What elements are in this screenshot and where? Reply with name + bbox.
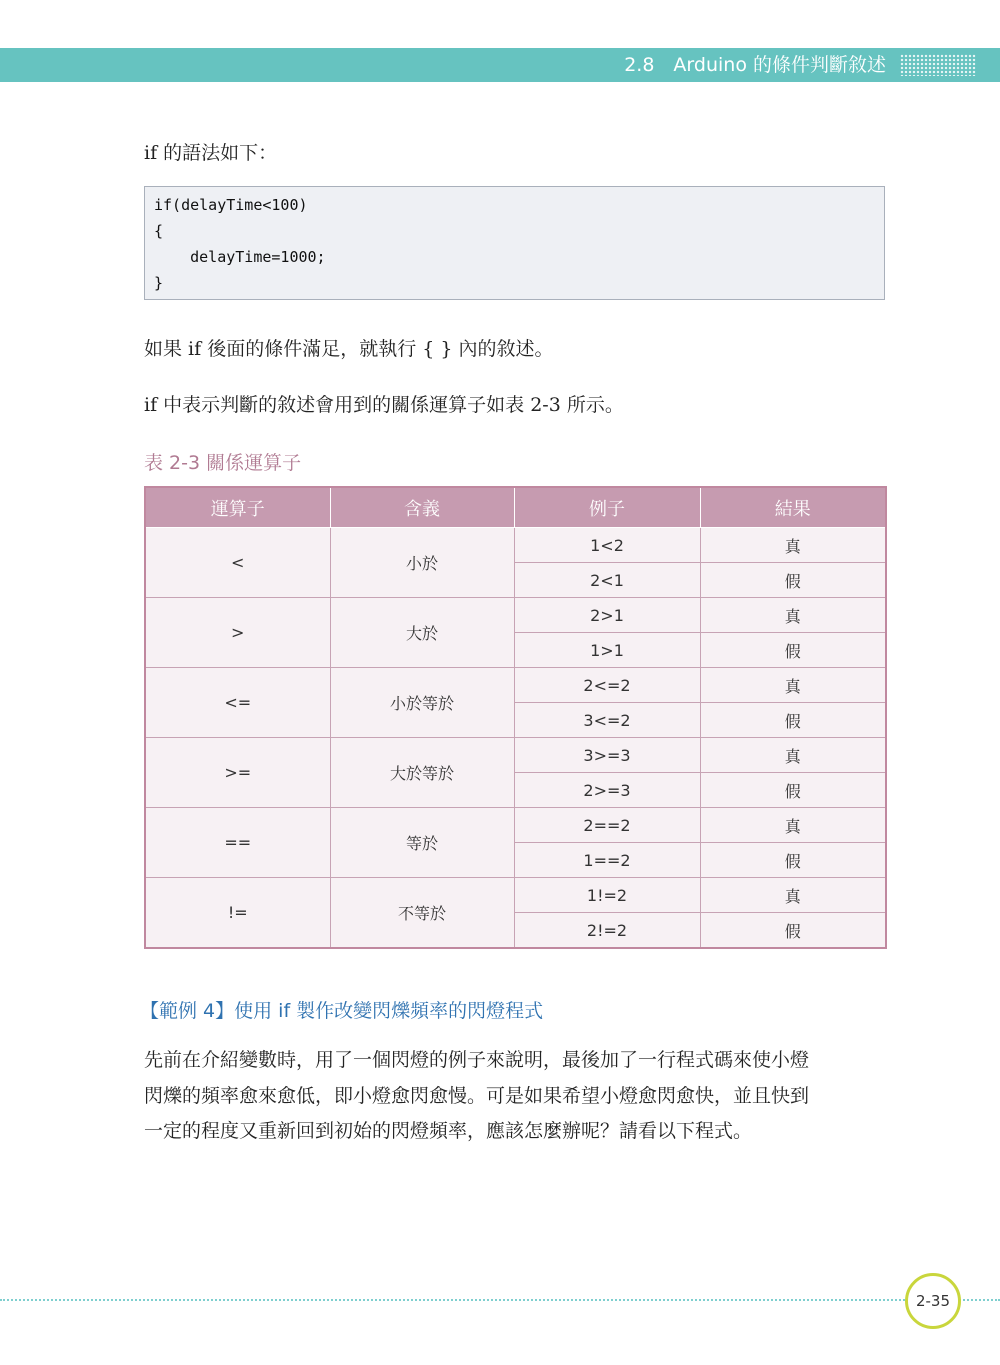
meaning-cell: 大於 [330, 598, 514, 668]
example-cell: 3>=3 [514, 738, 700, 773]
operator-cell: > [145, 598, 330, 668]
table-row [145, 738, 886, 773]
body-line: 閃爍的頻率愈來愈低，即小燈愈閃愈慢。可是如果希望小燈愈閃愈快，並且快到 [144, 1084, 810, 1107]
operator-cell: < [145, 528, 330, 598]
body-paragraph [144, 1043, 890, 1150]
result-cell: 真 [700, 808, 886, 843]
operator-cell: <= [145, 668, 330, 738]
table-header-row [145, 487, 886, 528]
result-cell: 假 [700, 773, 886, 808]
meaning-cell: 大於等於 [330, 738, 514, 808]
meaning-cell: 小於 [330, 528, 514, 598]
example-cell: 2<=2 [514, 668, 700, 703]
table-row [145, 668, 886, 703]
section-title: 2.8 Arduino 的條件判斷敘述 [624, 54, 886, 76]
table-row [145, 878, 886, 913]
code-line: if(delayTime<100) [154, 196, 308, 214]
header-meaning: 含義 [330, 487, 514, 528]
meaning-cell: 小於等於 [330, 668, 514, 738]
result-cell: 假 [700, 703, 886, 738]
intro-text: if 的語法如下： [144, 142, 278, 164]
example-cell: 1==2 [514, 843, 700, 878]
header-operator: 運算子 [145, 487, 330, 528]
example-cell: 2!=2 [514, 913, 700, 949]
result-cell: 假 [700, 843, 886, 878]
header-bar [0, 48, 1000, 82]
result-cell: 真 [700, 668, 886, 703]
footer-dotted-line [0, 1299, 1000, 1301]
table-row [145, 528, 886, 563]
page-number: 2-35 [905, 1273, 961, 1329]
example-cell: 2>1 [514, 598, 700, 633]
example-heading: 【範例 4】使用 if 製作改變閃爍頻率的閃燈程式 [140, 1000, 544, 1022]
table-caption: 表 2-3 關係運算子 [144, 452, 302, 474]
code-line: } [154, 274, 164, 292]
code-block [144, 186, 885, 300]
dot-pattern-decoration [900, 54, 976, 76]
example-cell: 1!=2 [514, 878, 700, 913]
example-cell: 2<1 [514, 563, 700, 598]
relational-operators-table [144, 486, 887, 949]
example-cell: 3<=2 [514, 703, 700, 738]
paragraph-if-description: 如果 if 後面的條件滿足，就執行 { } 內的敘述。 [144, 338, 554, 360]
table-row [145, 598, 886, 633]
code-line: { [154, 222, 164, 240]
example-cell: 2==2 [514, 808, 700, 843]
header-example: 例子 [514, 487, 700, 528]
paragraph-relational-intro: if 中表示判斷的敘述會用到的關係運算子如表 2-3 所示。 [144, 394, 624, 416]
table-row [145, 808, 886, 843]
example-cell: 2>=3 [514, 773, 700, 808]
code-line: delayTime=1000; [154, 248, 326, 266]
operator-cell: != [145, 878, 330, 949]
operator-cell: >= [145, 738, 330, 808]
result-cell: 假 [700, 563, 886, 598]
result-cell: 真 [700, 738, 886, 773]
result-cell: 假 [700, 913, 886, 949]
result-cell: 真 [700, 878, 886, 913]
result-cell: 真 [700, 598, 886, 633]
result-cell: 真 [700, 528, 886, 563]
meaning-cell: 不等於 [330, 878, 514, 949]
body-line: 一定的程度又重新回到初始的閃燈頻率，應該怎麼辦呢？請看以下程式。 [144, 1120, 753, 1142]
body-line: 先前在介紹變數時，用了一個閃燈的例子來說明，最後加了一行程式碼來使小燈 [144, 1049, 810, 1071]
meaning-cell: 等於 [330, 808, 514, 878]
example-cell: 1>1 [514, 633, 700, 668]
result-cell: 假 [700, 633, 886, 668]
header-result: 結果 [700, 487, 886, 528]
example-cell: 1<2 [514, 528, 700, 563]
operator-cell: == [145, 808, 330, 878]
